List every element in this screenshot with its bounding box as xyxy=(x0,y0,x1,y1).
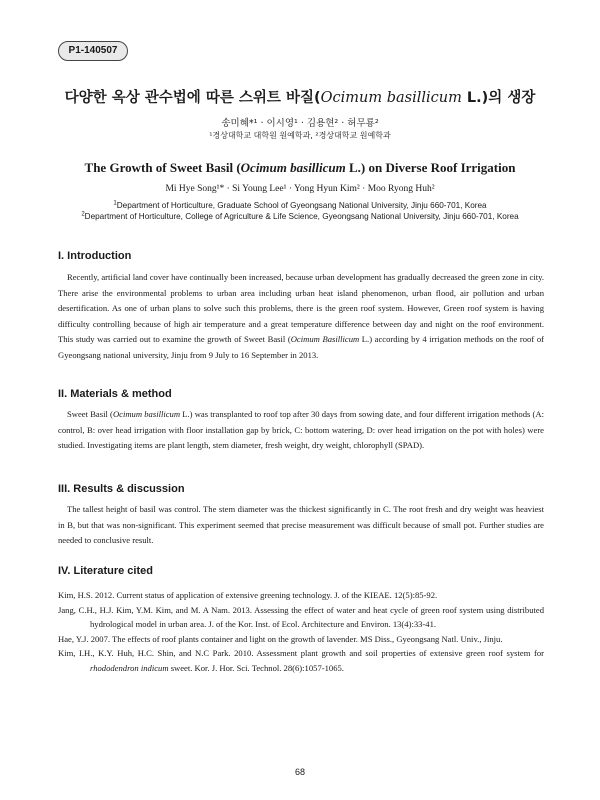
reference-1-text: Kim, H.S. 2012. Current status of application of extensive greening technology. J. of the KIEAE. 12(5):85-92. xyxy=(58,590,438,600)
methods-text-2: L.) was transplanted to roof top after 30 days from sowing date, and four different irrigation methods (A: control, B: over head irrigation with floor installation gap by brick, C: bottom watering, D: over head irrigation on the pot with holes) were studied. Investigating items are plant length, stem diameter, fresh weight, dry weight, chlorophyll (SPAD). xyxy=(58,409,545,450)
reference-item xyxy=(58,646,544,675)
korean-title-post: L.)의 생장 xyxy=(461,90,536,106)
reference-3-text: Hae, Y.J. 2007. The effects of roof plants container and light on the growth of lavender. MS Diss., Gyeongsang Natl. Univ., Jinju. xyxy=(58,633,503,644)
korean-title-species: Ocimum basillicum xyxy=(320,90,462,106)
introduction-text-2: L.) according by 4 irrigation methods on the roof of Gyeongsang national university, Jinju from 9 July to 16 September in 2013. xyxy=(58,334,544,360)
affiliation-2-text: Department of Horticulture, College of Agriculture & Life Science, Gyeongsang National University, Jinju 660-701, Korea xyxy=(84,212,519,221)
introduction-text-1: Recently, artificial land cover have continually been increased, because urban development has gradually decreased the green zone in city. There arise the environmental problems to urban area including urban heat island phenomenon, urban flood, air pollution and urban desertification. As one of urban plans to solve such this problems, there is the green roof system. However, Green roof system is having difficulty controlling because of high air temperature and a great temperature difference between day and night on the roof environment. This study was carried out to examine the growth of Sweet Basil ( xyxy=(58,272,544,344)
korean-title xyxy=(0,86,600,107)
methods-text-1: Sweet Basil ( xyxy=(67,409,113,419)
english-authors: Mi Hye Song¹* · Si Young Lee¹ · Yong Hyun Kim² · Moo Ryong Huh² xyxy=(165,184,435,194)
korean-authors: 송미혜*¹ · 이시영¹ · 김용현² · 허무룡² xyxy=(221,118,379,129)
affiliation-2 xyxy=(56,212,544,221)
english-title xyxy=(0,160,600,176)
poster-id-badge: P1-140507 xyxy=(58,41,128,61)
korean-affiliations: ¹경상대학교 대학원 원예학과, ²경상대학교 원예학과 xyxy=(209,131,391,140)
reference-4-text-post: sweet. Kor. J. Hor. Sci. Technol. 28(6):1057-1065. xyxy=(168,662,344,673)
literature-heading: IV. Literature cited xyxy=(58,565,153,577)
english-title-post: L.) on Diverse Roof Irrigation xyxy=(345,160,516,175)
english-title-species: Ocimum basillicum xyxy=(240,160,346,175)
introduction-species: Ocimum Basillicum xyxy=(290,334,360,344)
page-number: 68 xyxy=(294,767,305,777)
methods-species: Ocimum basillicum xyxy=(112,409,181,419)
reference-4-species: rhododendron indicum xyxy=(90,662,169,673)
english-title-pre: The Growth of Sweet Basil ( xyxy=(84,160,241,175)
affiliation-1-text: Department of Horticulture, Graduate School of Gyeongsang National University, Jinju 660-701, Korea xyxy=(116,201,487,210)
reference-item xyxy=(58,632,544,647)
affiliation-1-mark: 1 xyxy=(113,200,117,207)
reference-2-text: Jang, C.H., H.J. Kim, Y.M. Kim, and M. A Nam. 2013. Assessing the effect of water and heat cycle of green roof system using distributed hydrological model in urban area. J. of the Kor. Inst. of Ecol. Architecture and Environ. 13(4):33-41. xyxy=(58,604,544,629)
results-heading: III. Results & discussion xyxy=(58,483,185,495)
methods-paragraph xyxy=(58,407,544,454)
introduction-heading: I. Introduction xyxy=(58,250,132,262)
reference-4-text-pre: Kim, I.H., K.Y. Huh, H.C. Shin, and N.C Park. 2010. Assessment plant growth and soil properties of extensive green roof system for xyxy=(58,648,544,658)
introduction-paragraph xyxy=(58,270,544,363)
results-paragraph: The tallest height of basil was control. The stem diameter was the thickest significantly in C. The root fresh and dry weight was heaviest in B, but that was non-significant. This experiment seemed that precise measurement was difficult because of small pot. Further studies are needed to conclusive result. xyxy=(58,504,544,545)
reference-item xyxy=(58,588,544,603)
methods-heading: II. Materials & method xyxy=(58,388,172,400)
reference-item xyxy=(58,603,544,632)
korean-title-pre: 다양한 옥상 관수법에 따른 스위트 바질( xyxy=(64,90,321,106)
affiliation-1 xyxy=(56,201,544,210)
affiliation-2-mark: 2 xyxy=(81,211,85,218)
reference-list xyxy=(58,588,544,675)
